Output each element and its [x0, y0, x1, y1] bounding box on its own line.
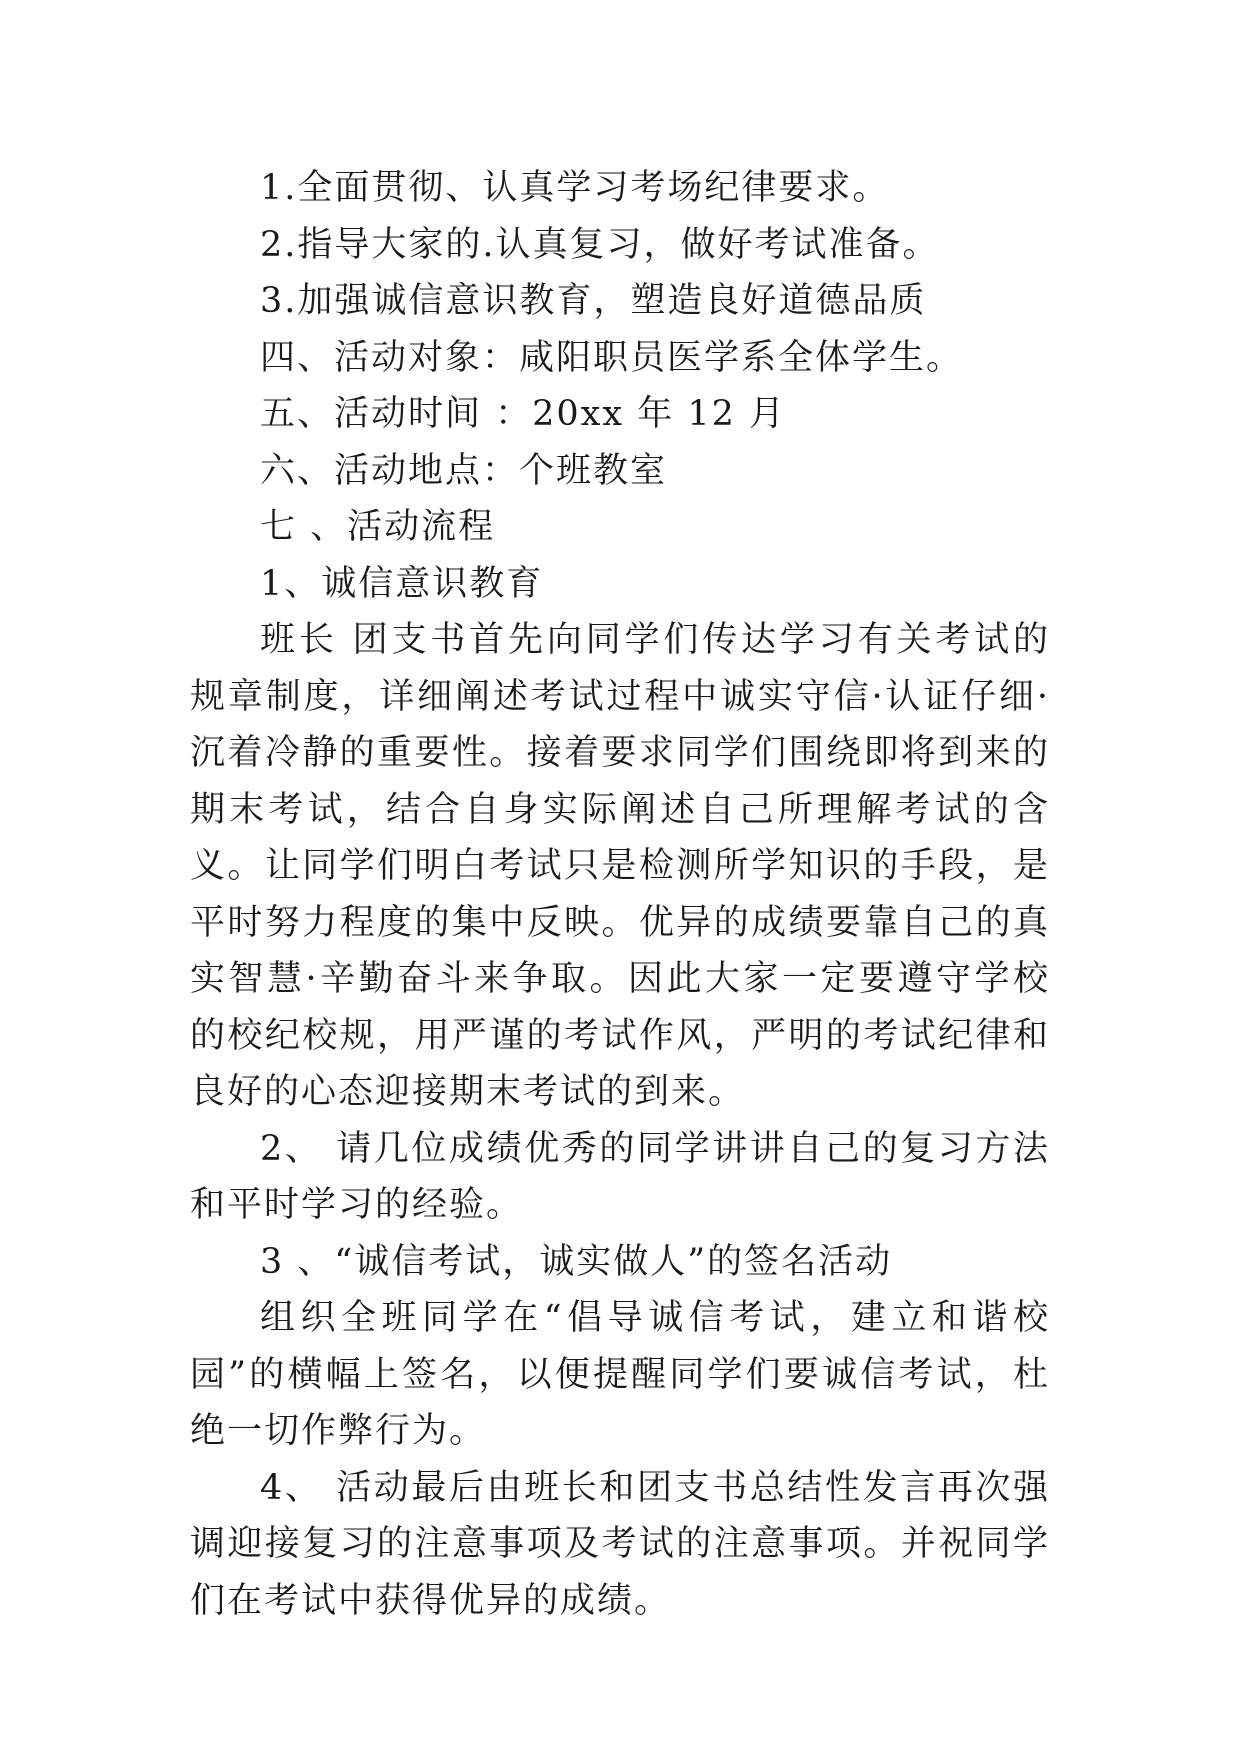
- list-item-2: 2.指导大家的.认真复习，做好考试准备。: [260, 224, 940, 265]
- flow-step-1-body: 班长 团支书首先向同学们传达学习有关考试的规章制度，详细阐述考试过程中诚实守信·认证仔细·沉着冷静的重要性。接着要求同学们围绕即将到来的期末考试，结合自身实际阐述自己所理解考试的含义。让同学们明白考试只是检测所学知识的手段，是平时努力程度的集中反映。优异的成绩要靠自己的真实智慧·辛勤奋斗来争取。因此大家一定要遵守学校的校纪校规，用严谨的考试作风，严明的考试纪律和良好的心态迎接期末考试的到来。: [190, 620, 1050, 1112]
- flow-step-2: 2、 请几位成绩优秀的同学讲讲自己的复习方法和平时学习的经验。: [190, 1128, 1050, 1225]
- section-activity-flow: 七 、活动流程: [260, 507, 496, 547]
- section-activity-time: 五、活动时间 ：20xx 年 12 月: [260, 394, 787, 434]
- list-item-3: 3.加强诚信意识教育，塑造良好道德品质: [260, 281, 927, 321]
- flow-step-3-heading: 3 、“诚信考试，诚实做人”的签名活动: [260, 1241, 893, 1282]
- section-activity-location: 六、活动地点：个班教室: [260, 450, 668, 491]
- flow-step-1-heading: 1、诚信意识教育: [260, 563, 544, 604]
- document-body: [190, 160, 1050, 1629]
- flow-step-3-body: 组织全班同学在“倡导诚信考试，建立和谐校园”的横幅上签名，以便提醒同学们要诚信考试，杜绝一切作弊行为。: [190, 1298, 1050, 1451]
- section-activity-target: 四、活动对象：咸阳职员医学系全体学生。: [260, 337, 964, 378]
- flow-step-4: 4、 活动最后由班长和团支书总结性发言再次强调迎接复习的注意事项及考试的注意事项。并祝同学们在考试中获得优异的成绩。: [190, 1467, 1050, 1621]
- list-item-1: 1.全面贯彻、认真学习考场纪律要求。: [260, 168, 890, 208]
